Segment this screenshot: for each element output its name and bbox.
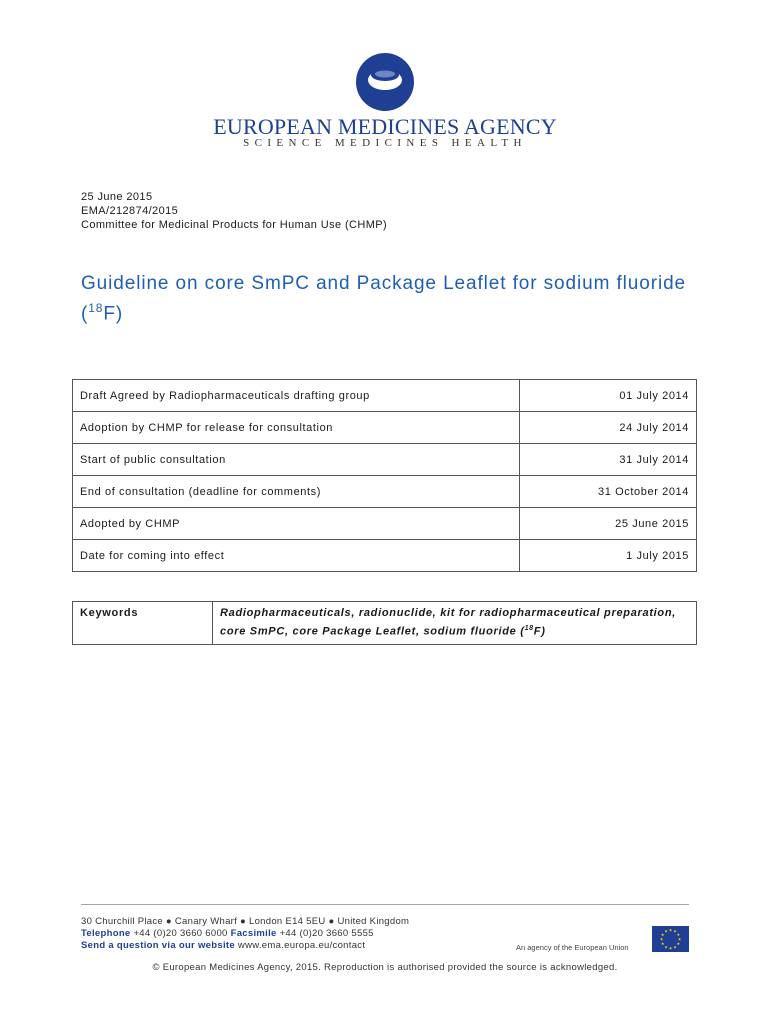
title-suffix: F) <box>103 303 124 325</box>
footer-phones <box>81 928 409 940</box>
table-row <box>73 380 697 412</box>
document-meta <box>81 190 387 232</box>
milestone-date: 24 July 2014 <box>520 412 697 444</box>
keywords-text: Radiopharmaceuticals, radionuclide, kit for radiopharmaceutical preparation, core SmPC, core Package Leaflet, sodium fluoride ( <box>220 607 677 638</box>
table-row <box>73 412 697 444</box>
milestone-date: 31 October 2014 <box>520 476 697 508</box>
milestones-table <box>72 379 697 572</box>
keywords-value <box>213 602 697 645</box>
document-date: 25 June 2015 <box>81 191 153 203</box>
agency-tagline: SCIENCE MEDICINES HEALTH <box>243 137 527 149</box>
milestone-event: Date for coming into effect <box>73 540 520 572</box>
milestone-date: 25 June 2015 <box>520 508 697 540</box>
svg-text:★: ★ <box>660 932 665 937</box>
table-row <box>73 444 697 476</box>
milestone-date: 1 July 2015 <box>520 540 697 572</box>
title-superscript: 18 <box>88 301 104 315</box>
svg-text:★: ★ <box>676 932 681 937</box>
agency-logo <box>0 52 770 112</box>
svg-text:★: ★ <box>664 928 668 934</box>
table-row <box>73 540 697 572</box>
eu-flag-icon <box>652 926 689 952</box>
ema-globe-logo-icon <box>355 52 415 112</box>
milestone-date: 01 July 2014 <box>520 380 697 412</box>
facsimile-number: +44 (0)20 3660 5555 <box>279 928 374 939</box>
table-row <box>73 508 697 540</box>
milestone-event: Draft Agreed by Radiopharmaceuticals drafting group <box>73 380 520 412</box>
keywords-table <box>72 601 697 645</box>
table-row <box>73 476 697 508</box>
keywords-label: Keywords <box>73 602 213 645</box>
telephone-number: +44 (0)20 3660 6000 <box>133 928 228 939</box>
table-row <box>73 602 697 645</box>
committee-name: Committee for Medicinal Products for Human Use (CHMP) <box>81 219 388 231</box>
svg-text:★: ★ <box>677 936 682 942</box>
keywords-superscript: 18 <box>524 625 534 632</box>
milestone-event: End of consultation (deadline for comments) <box>73 476 520 508</box>
agency-name: EUROPEAN MEDICINES AGENCY <box>213 114 557 139</box>
eu-agency-text: An agency of the European Union <box>516 943 629 952</box>
svg-text:★: ★ <box>668 927 673 933</box>
svg-text:★: ★ <box>660 941 665 946</box>
telephone-label: Telephone <box>81 928 131 939</box>
footer-website-line <box>81 940 409 952</box>
milestone-date: 31 July 2014 <box>520 444 697 476</box>
svg-text:★: ★ <box>664 944 668 950</box>
website-label: Send a question via our website <box>81 940 235 951</box>
footer-divider <box>81 904 689 905</box>
title-main: Guideline on core SmPC and Package Leaflet for sodium fluoride ( <box>81 273 686 325</box>
milestone-event: Adopted by CHMP <box>73 508 520 540</box>
svg-text:★: ★ <box>673 944 677 950</box>
copyright-notice: © European Medicines Agency, 2015. Reproduction is authorised provided the source is acknowledged. <box>152 962 618 973</box>
footer-address: 30 Churchill Place ● Canary Wharf ● London E14 5EU ● United Kingdom <box>81 916 410 927</box>
svg-text:★: ★ <box>676 941 681 946</box>
website-link[interactable]: www.ema.europa.eu/contact <box>237 940 366 951</box>
keywords-suffix: F) <box>533 625 546 638</box>
milestone-event: Start of public consultation <box>73 444 520 476</box>
footer-contact <box>81 916 409 952</box>
milestone-event: Adoption by CHMP for release for consultation <box>73 412 520 444</box>
svg-text:★: ★ <box>673 928 677 934</box>
svg-text:★: ★ <box>659 936 664 942</box>
facsimile-label: Facsimile <box>230 928 277 939</box>
page-title <box>81 272 701 326</box>
svg-text:★: ★ <box>668 945 673 951</box>
document-reference: EMA/212874/2015 <box>81 205 179 217</box>
